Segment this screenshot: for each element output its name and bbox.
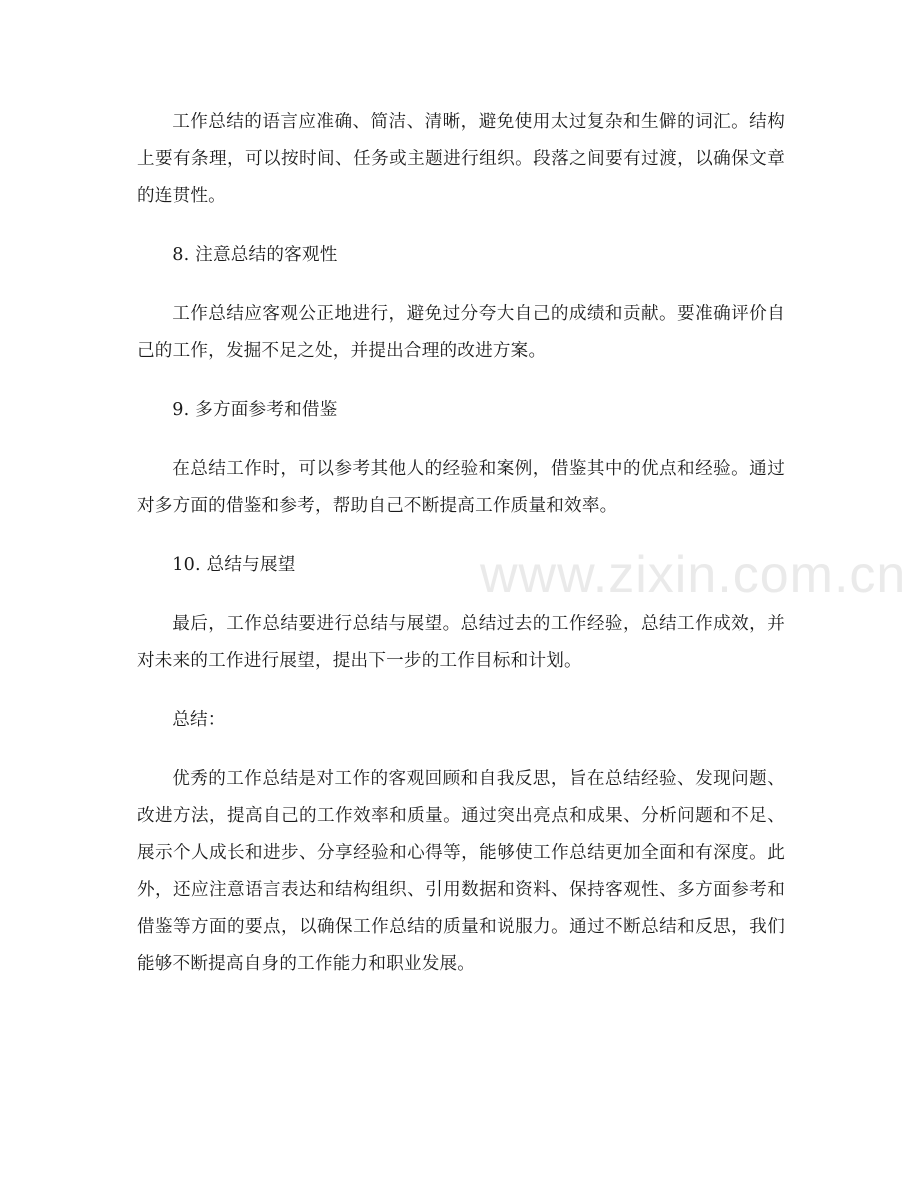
- watermark: www.zixin.com.cn: [480, 546, 907, 604]
- heading-objectivity: 8. 注意总结的客观性: [172, 245, 338, 265]
- paragraph-reference: 在总结工作时，可以参考其他人的经验和案例，借鉴其中的优点和经验。通过对多方面的借鉴和参考，帮助自己不断提高工作质量和效率。: [137, 459, 785, 516]
- document-body: [137, 104, 785, 983]
- paragraph-objectivity: 工作总结应客观公正地进行，避免过分夸大自己的成绩和贡献。要准确评价自己的工作，发掘不足之处，并提出合理的改进方案。: [137, 304, 785, 361]
- heading-outlook: 10. 总结与展望: [172, 555, 296, 575]
- heading-summary: 总结：: [172, 710, 226, 730]
- heading-reference: 9. 多方面参考和借鉴: [172, 400, 338, 420]
- paragraph-outlook: 最后，工作总结要进行总结与展望。总结过去的工作经验，总结工作成效，并对未来的工作进行展望，提出下一步的工作目标和计划。: [137, 614, 785, 671]
- paragraph-summary: 优秀的工作总结是对工作的客观回顾和自我反思，旨在总结经验、发现问题、改进方法，提高自己的工作效率和质量。通过突出亮点和成果、分析问题和不足、展示个人成长和进步、分享经验和心得等，能够使工作总结更加全面和有深度。此外，还应注意语言表达和结构组织、引用数据和资料、保持客观性、多方面参考和借鉴等方面的要点，以确保工作总结的质量和说服力。通过不断总结和反思，我们能够不断提高自身的工作能力和职业发展。: [137, 769, 785, 974]
- paragraph-language-structure: 工作总结的语言应准确、简洁、清晰，避免使用太过复杂和生僻的词汇。结构上要有条理，可以按时间、任务或主题进行组织。段落之间要有过渡，以确保文章的连贯性。: [137, 112, 785, 206]
